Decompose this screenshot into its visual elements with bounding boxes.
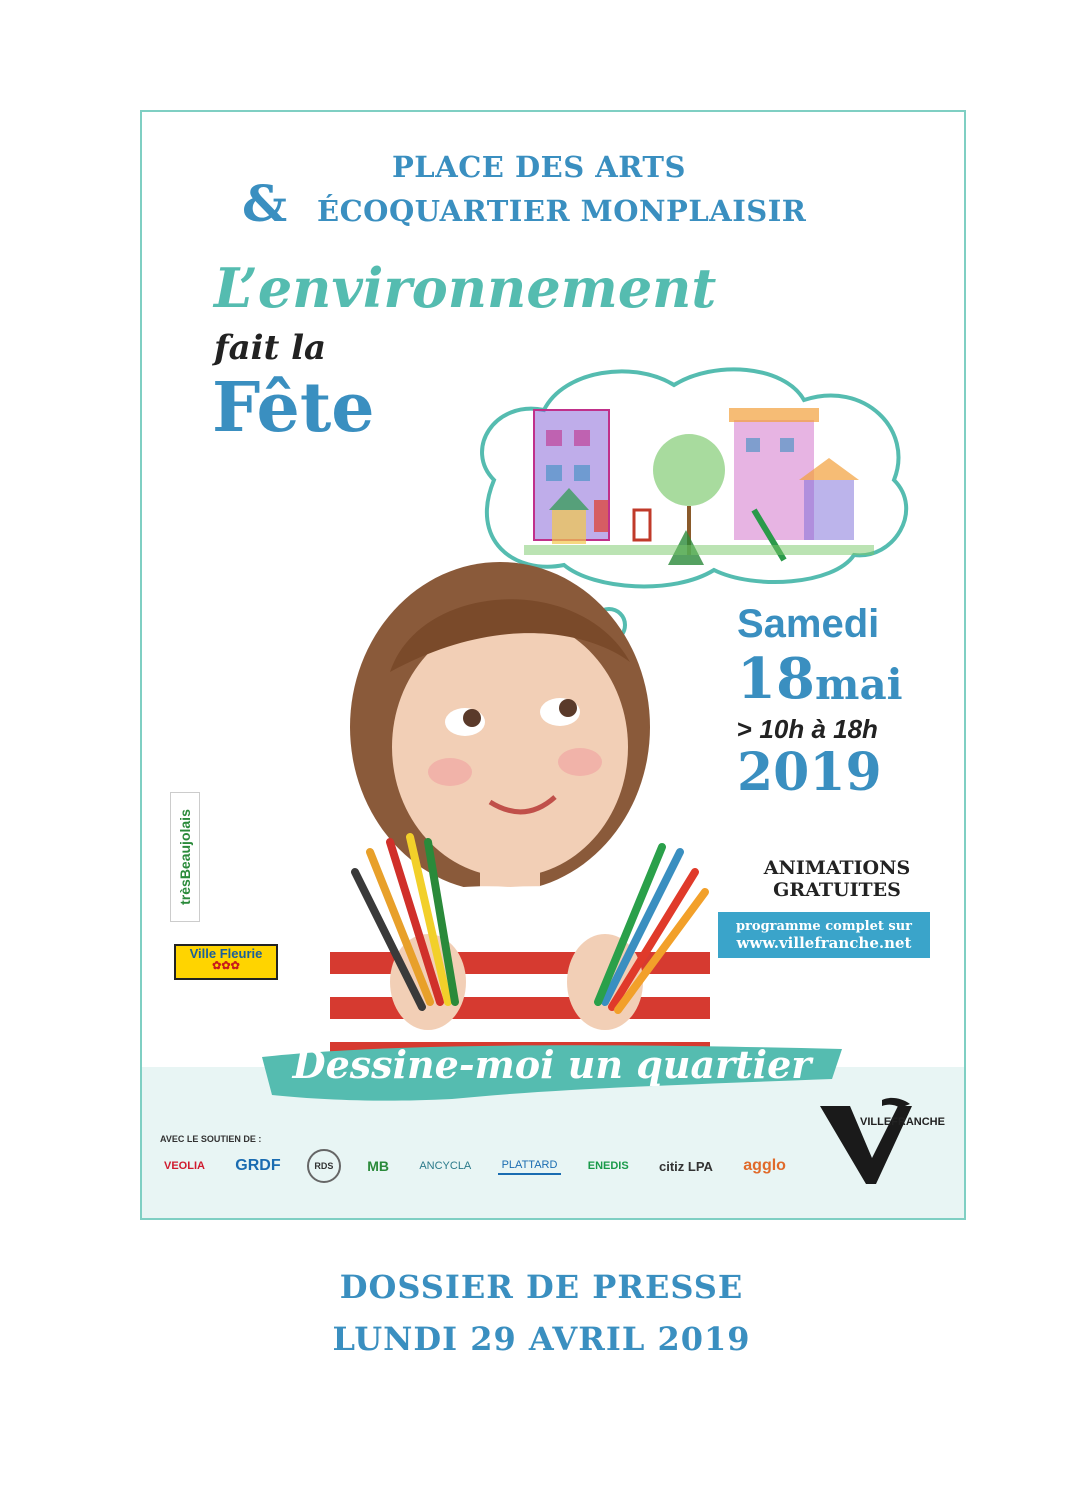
sponsor-ancycla: ANCYCLA xyxy=(419,1160,472,1172)
villefranche-logo-text: VILLEFRANCHE xyxy=(860,1116,945,1128)
title-fete: Fête xyxy=(212,368,375,448)
arrow-icon: > xyxy=(737,714,753,744)
title-fait-la: fait la xyxy=(214,328,327,368)
dossier-de-presse: DOSSIER DE PRESSE xyxy=(339,1268,744,1306)
flower-stars-icon: ✿✿✿ xyxy=(212,960,240,972)
villefranche-logo-icon xyxy=(820,1096,950,1186)
sponsor-enedis: ENEDIS xyxy=(587,1160,629,1172)
hours-text: 10h à 18h xyxy=(759,714,878,744)
header-ecoquartier: ÉCOQUARTIER MONPLAISIR xyxy=(317,194,807,228)
header-place-des-arts: PLACE DES ARTS xyxy=(392,150,686,184)
animations-line2: GRATUITES xyxy=(773,879,901,901)
sponsor-plattard: PLATTARD xyxy=(498,1157,562,1175)
date-month: mai xyxy=(815,660,903,709)
programme-text: programme complet sur xyxy=(735,919,913,934)
sponsor-logos xyxy=(160,1146,790,1186)
poster xyxy=(140,110,966,1220)
sponsor-citiz: citiz LPA xyxy=(659,1158,713,1174)
slogan: Dessine-moi un quartier xyxy=(292,1042,812,1087)
programme-url[interactable]: www.villefranche.net xyxy=(736,934,912,952)
sponsor-agglo: agglo xyxy=(743,1157,786,1174)
sponsor-rds: RDS xyxy=(307,1149,341,1183)
date-hours xyxy=(737,714,878,745)
title-environnement: L’environnement xyxy=(214,256,717,320)
sponsor-veolia: VEOLIA xyxy=(164,1160,205,1172)
press-date: LUNDI 29 AVRIL 2019 xyxy=(332,1320,751,1358)
tres-beaujolais-badge xyxy=(170,792,200,922)
date-day: 18 xyxy=(737,646,815,712)
tres-beaujolais-text: trèsBeaujolais xyxy=(177,809,193,905)
date-year: 2019 xyxy=(737,742,882,803)
sponsor-mb: MB xyxy=(367,1158,389,1174)
support-label: AVEC LE SOUTIEN DE : xyxy=(160,1134,262,1144)
ampersand: & xyxy=(242,174,288,233)
sponsor-grdf: GRDF xyxy=(235,1157,281,1174)
date-weekday: Samedi xyxy=(737,602,880,646)
animations-gratuites xyxy=(742,857,932,901)
programme-box xyxy=(718,912,930,958)
animations-line1: ANIMATIONS xyxy=(763,857,911,879)
ville-fleurie-text: Ville Fleurie xyxy=(189,946,263,961)
ville-fleurie-badge xyxy=(174,944,278,980)
